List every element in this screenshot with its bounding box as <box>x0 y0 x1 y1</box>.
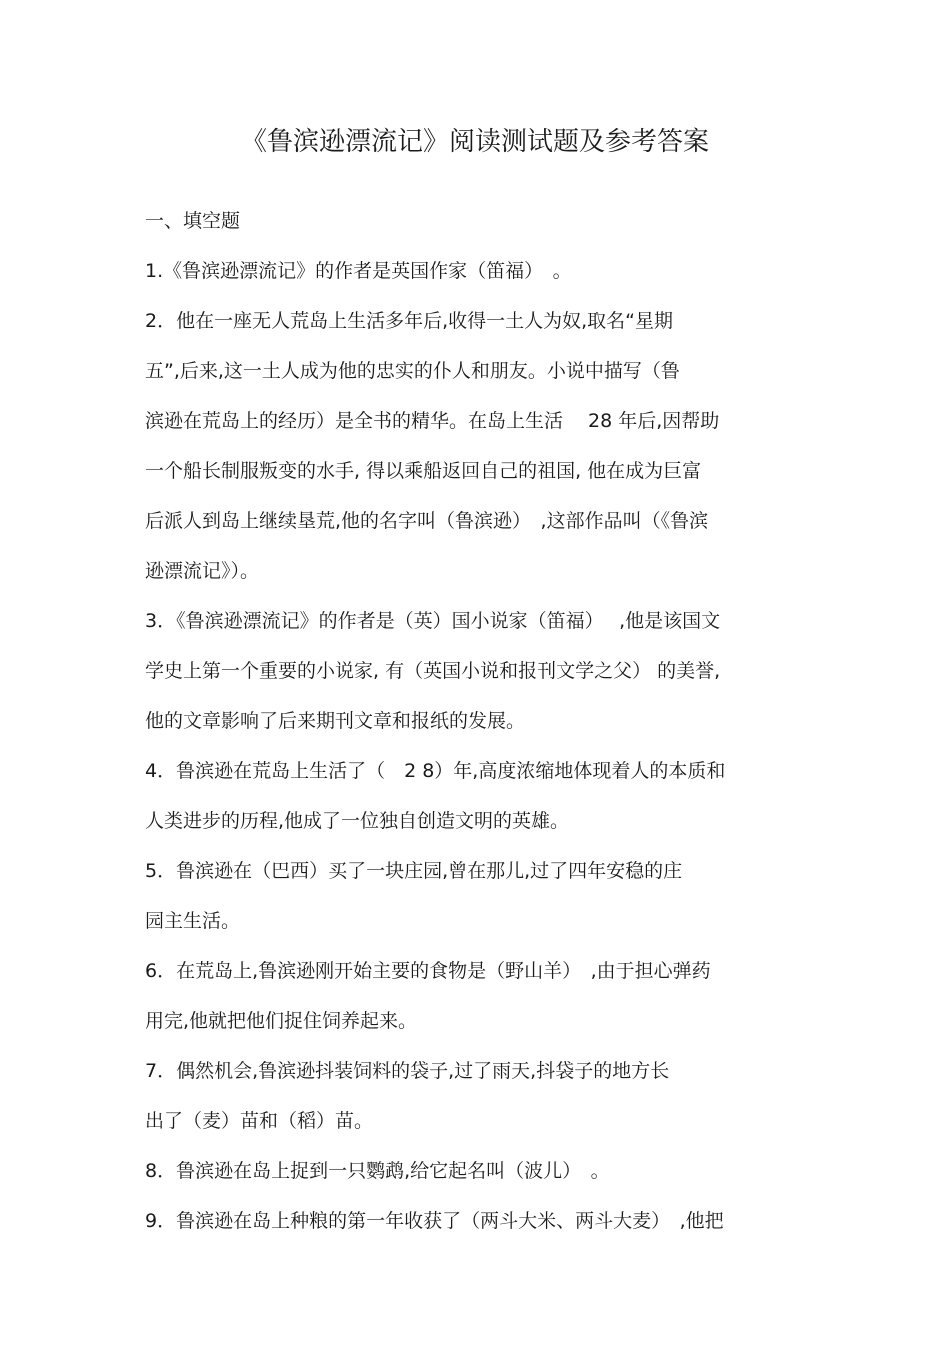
question-2-line-5: 后派人到岛上继续垦荒,他的名字叫（鲁滨逊） ,这部作品叫（《鲁滨 <box>145 510 709 532</box>
question-4-line-1: 4．鲁滨逊在荒岛上生活了（ 2 8）年,高度浓缩地体现着人的本质和 <box>145 760 726 782</box>
question-3-line-3: 他的文章影响了后来期刊文章和报纸的发展。 <box>145 710 526 732</box>
document-title: 《鲁滨逊漂流记》阅读测试题及参考答案 <box>240 127 709 157</box>
question-3-line-1: 3．《鲁滨逊漂流记》的作者是（英）国小说家（笛福） ,他是该国文 <box>145 610 721 632</box>
question-6-line-2: 用完,他就把他们捉住饲养起来。 <box>145 1010 418 1032</box>
question-7-line-1: 7．偶然机会,鲁滨逊抖装饲料的袋子,过了雨天,抖袋子的地方长 <box>145 1060 670 1082</box>
question-4-line-2: 人类进步的历程,他成了一位独自创造文明的英雄。 <box>145 810 570 832</box>
question-5-line-2: 园主生活。 <box>145 910 241 932</box>
question-2-line-6: 逊漂流记》）。 <box>145 560 260 582</box>
question-5-line-1: 5．鲁滨逊在（巴西）买了一块庄园,曾在那儿,过了四年安稳的庄 <box>145 860 683 882</box>
question-7-line-2: 出了（麦）苗和（稻）苗。 <box>145 1110 374 1132</box>
document-body <box>145 196 825 1246</box>
question-2-line-3: 滨逊在荒岛上的经历）是全书的精华。在岛上生活 28 年后,因帮助 <box>145 410 720 432</box>
section-heading: 一、填空题 <box>145 210 241 232</box>
question-9-line-1: 9．鲁滨逊在岛上种粮的第一年收获了（两斗大米、两斗大麦） ,他把 <box>145 1210 724 1232</box>
question-3-line-2: 学史上第一个重要的小说家, 有（英国小说和报刊文学之父） 的美誉, <box>145 660 721 682</box>
question-1-line-1: 1.《鲁滨逊漂流记》的作者是英国作家（笛福） 。 <box>145 260 572 282</box>
question-2-line-4: 一个船长制服叛变的水手, 得以乘船返回自己的祖国, 他在成为巨富 <box>145 460 702 482</box>
question-8-line-1: 8．鲁滨逊在岛上捉到一只鹦鹉,给它起名叫（波儿） 。 <box>145 1160 610 1182</box>
question-2-line-1: 2．他在一座无人荒岛上生活多年后,收得一土人为奴,取名“星期 <box>145 310 674 332</box>
question-2-line-2: 五”,后来,这一土人成为他的忠实的仆人和朋友。小说中描写（鲁 <box>145 360 680 382</box>
question-6-line-1: 6．在荒岛上,鲁滨逊刚开始主要的食物是（野山羊） ,由于担心弹药 <box>145 960 711 982</box>
